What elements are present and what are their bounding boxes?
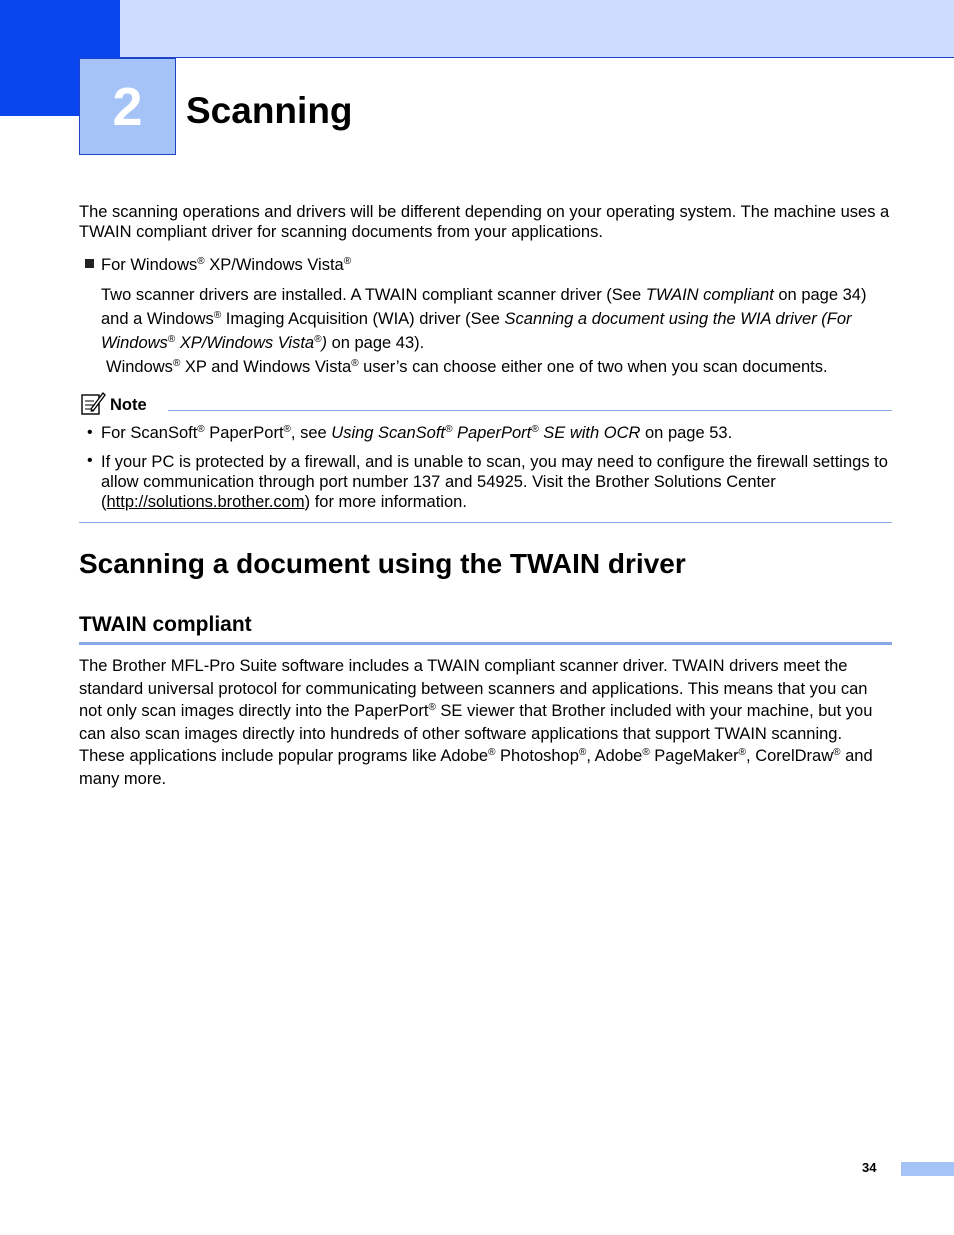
os-paragraph-1: Two scanner drivers are installed. A TWAIN compliant scanner driver (See TWAIN compliant on page 34) and a Windows® Imaging Acquisition (WIA) driver (See Scanning a document using the WIA driver (For Windows® XP/Windows Vista®) on page 43). xyxy=(101,286,867,352)
ref-scansoft-paperport[interactable]: Using ScanSoft® PaperPort® SE with OCR xyxy=(331,424,641,442)
solutions-center-link[interactable]: http://solutions.brother.com xyxy=(106,493,305,511)
os-paragraph-2: Windows® XP and Windows Vista® user’s can choose either one of two when you scan documents. xyxy=(106,358,828,376)
twain-body-paragraph: The Brother MFL-Pro Suite software includes a TWAIN compliant scanner driver. TWAIN drivers meet the standard universal protocol for communicating between scanners and applications. This means that you can not only scan images directly into the PaperPort® SE viewer that Brother included with your machine, but you can also scan images directly into hundreds of other software applications that support TWAIN scanning. These applications include popular programs like Adobe® Photoshop®, Adobe® PageMaker®, CorelDraw® and many more. xyxy=(79,657,873,788)
page-number: 34 xyxy=(862,1160,877,1175)
subsection-heading: TWAIN compliant xyxy=(79,613,252,636)
intro-paragraph: The scanning operations and drivers will be different depending on your operating system. The machine uses a TWAIN compliant driver for scanning documents from your applications. xyxy=(79,203,890,241)
os-heading: For Windows® XP/Windows Vista® xyxy=(101,256,352,274)
header-band xyxy=(0,0,954,58)
ref-wia-driver[interactable]: Scanning a document using the WIA driver (For Windows® XP/Windows Vista®) xyxy=(101,310,852,352)
note-divider-top xyxy=(168,410,892,411)
chapter-title: Scanning xyxy=(186,90,353,131)
ref-twain-compliant[interactable]: TWAIN compliant xyxy=(645,286,774,304)
note-pencil-icon xyxy=(80,390,106,416)
note-divider-bottom xyxy=(79,522,892,523)
note-label: Note xyxy=(110,396,147,414)
section-heading: Scanning a document using the TWAIN driver xyxy=(79,548,686,579)
header-rule xyxy=(120,57,954,58)
note-item-paperport: For ScanSoft® PaperPort®, see Using ScanSoft® PaperPort® SE with OCR on page 53. xyxy=(101,424,733,442)
page-tab-accent xyxy=(901,1162,954,1176)
subsection-rule xyxy=(79,642,892,645)
note-bullet-1: • xyxy=(87,424,93,441)
chapter-number: 2 xyxy=(79,58,176,155)
note-bullet-2: • xyxy=(87,452,93,469)
note-item-firewall: If your PC is protected by a firewall, and is unable to scan, you may need to configure the firewall settings to allow communication through port number 137 and 54925. Visit the Brother Solutions Center (http://solutions.brother.com) for more information. xyxy=(101,453,888,511)
square-bullet-icon xyxy=(85,259,94,268)
